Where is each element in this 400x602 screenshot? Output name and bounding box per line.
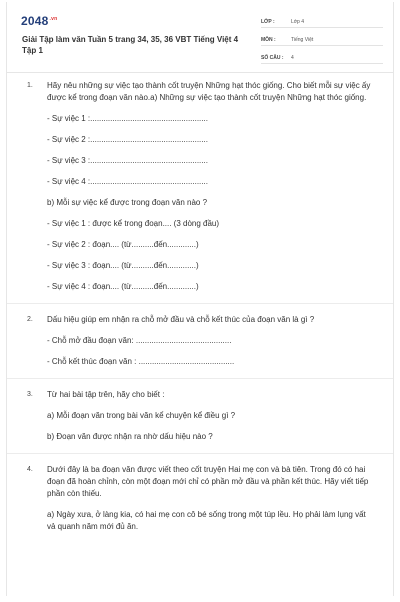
meta-subject-row [261, 31, 383, 46]
meta-subject-value: Tiếng Việt [291, 37, 314, 43]
meta-class-value: Lớp 4 [291, 19, 305, 25]
meta-subject-label: MÔN : [261, 37, 276, 43]
site-logo[interactable] [21, 14, 57, 28]
meta-count-row [261, 49, 383, 64]
answer-line: - Sự việc 2 :..................................................... [47, 135, 208, 144]
answer-line: - Sự việc 2 : đoạn.... (từ..........đến.............) [47, 240, 199, 249]
divider [7, 378, 393, 379]
answer-line: - Chỗ mở đầu đoạn văn: ........................................... [47, 336, 232, 345]
answer-line: - Sự việc 1 :..................................................... [47, 114, 208, 123]
answer-line: - Sự việc 3 : đoạn.... (từ..........đến.............) [47, 261, 199, 270]
divider [7, 303, 393, 304]
question-3 [7, 389, 393, 443]
question-1 [7, 80, 393, 293]
question-4 [7, 464, 393, 533]
question-2 [7, 314, 393, 368]
logo-text: 2048 [21, 14, 49, 28]
answer-line: - Sự việc 1 : được kể trong đoạn.... (3 dòng đầu) [47, 219, 220, 228]
question-number: 1. [27, 82, 33, 89]
question-text: Dưới đây là ba đoạn văn được viết theo cốt truyện Hai mẹ con và bà tiên. Trong đó có hai đoạn đã hoàn chỉnh, còn một đoạn mới chỉ có phần mở đầu và phần kết thúc. Hãy viết tiếp phần còn thiếu. [47, 465, 369, 498]
question-number: 2. [27, 316, 33, 323]
question-text: Dấu hiệu giúp em nhận ra chỗ mở đầu và chỗ kết thúc của đoạn văn là gì ? [47, 315, 315, 324]
meta-class-row [261, 13, 383, 28]
meta-count-value: 4 [291, 55, 294, 61]
question-text: Từ hai bài tập trên, hãy cho biết : [47, 390, 165, 399]
meta-count-label: SỐ CÂU : [261, 55, 284, 61]
logo-suffix: .vn [49, 16, 58, 22]
divider [7, 453, 393, 454]
worksheet-header [7, 2, 393, 73]
answer-line: - Chỗ kết thúc đoạn văn : ........................................... [47, 357, 235, 366]
sub-question: b) Mỗi sự việc kể được trong đoạn văn nào ? [47, 198, 208, 207]
sub-question: a) Mỗi đoạn văn trong bài văn kể chuyện kể điều gì ? [47, 411, 236, 420]
meta-class-label: LỚP : [261, 19, 275, 25]
answer-line: - Sự việc 3 :..................................................... [47, 156, 208, 165]
worksheet-page [6, 2, 394, 596]
sub-question: b) Đoạn văn được nhận ra nhờ dấu hiệu nào ? [47, 432, 213, 441]
answer-line: - Sự việc 4 : đoạn.... (từ..........đến.............) [47, 282, 199, 291]
questions-list [7, 80, 393, 533]
answer-line: - Sự việc 4 :..................................................... [47, 177, 208, 186]
question-number: 4. [27, 466, 33, 473]
passage-text: a) Ngày xưa, ở làng kia, có hai mẹ con cô bé sống trong một túp lều. Họ phải làm lụng vất vả quanh năm mới đủ ăn. [47, 510, 366, 531]
page-title: Giải Tập làm văn Tuần 5 trang 34, 35, 36 VBT Tiếng Việt 4 Tập 1 [22, 35, 239, 55]
question-number: 3. [27, 391, 33, 398]
meta-info [261, 13, 383, 67]
question-text: Hãy nêu những sự việc tạo thành cốt truyện Những hạt thóc giống. Cho biết mỗi sự việc ấy được kể trong đoạn văn nào.a) Những sự việc tạo thành cốt truyện Những hạt thóc giống. [47, 81, 371, 102]
